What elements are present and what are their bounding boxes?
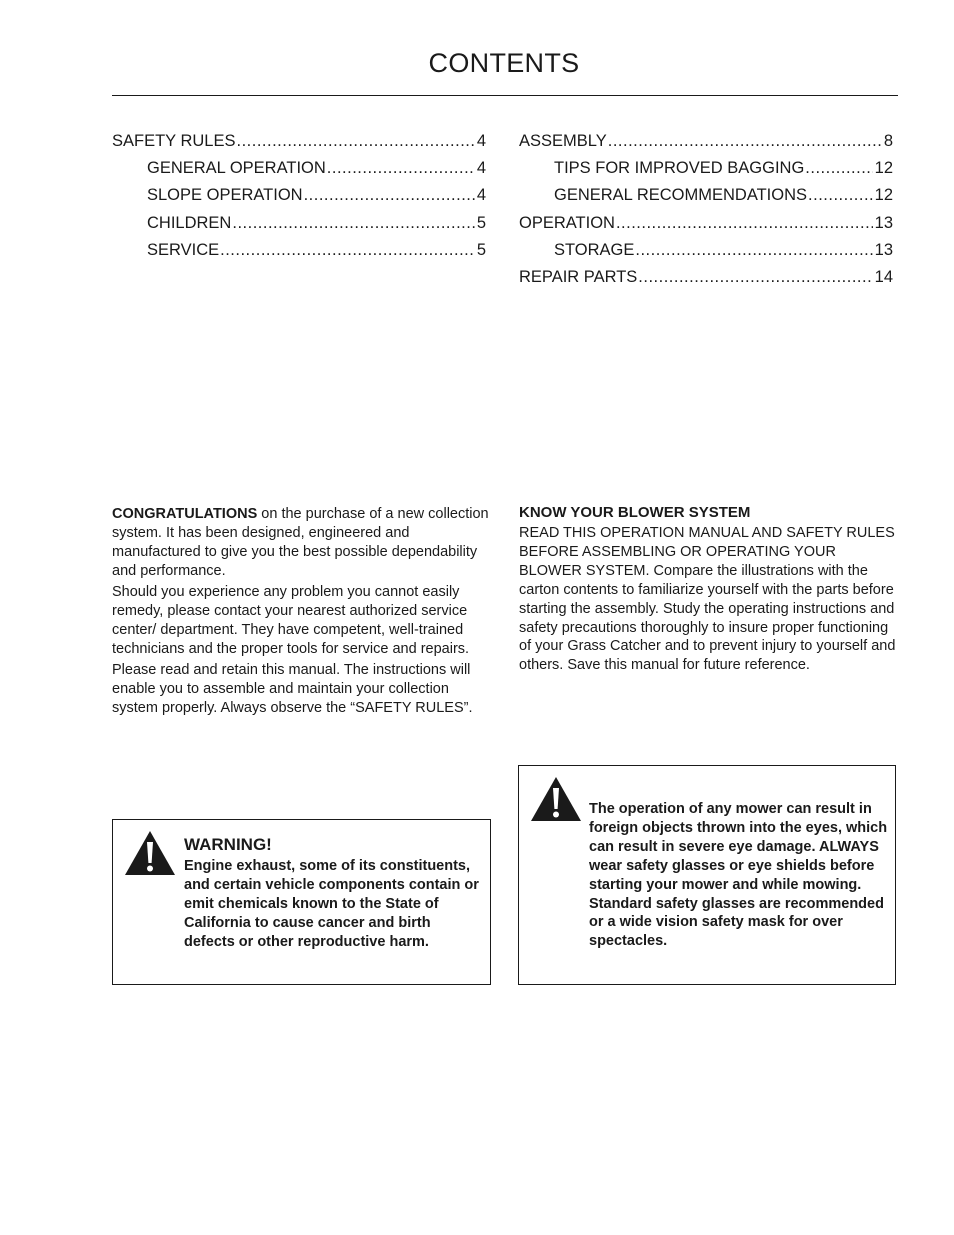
toc-entry[interactable] bbox=[519, 182, 893, 209]
toc-entry[interactable] bbox=[112, 155, 486, 182]
toc-entry-label: SAFETY RULES bbox=[112, 132, 236, 150]
warning-body: Engine exhaust, some of its constituents, and certain vehicle components contain or emit chemicals known to the State of California to cause cancer and birth defects or other reproductive harm. bbox=[184, 858, 479, 950]
intro-paragraph-2: Should you experience any problem you cannot easily remedy, please contact your nearest authorized service center/ department. They have competent, well-trained technicians and the proper tools for service and repairs. bbox=[112, 584, 470, 657]
page-title: CONTENTS bbox=[428, 48, 580, 78]
intro-paragraph-3: Please read and retain this manual. The instructions will enable you to assemble and maintain your collection system properly. Always observe the “SAFETY RULES”. bbox=[112, 662, 473, 717]
toc-dot-leader bbox=[327, 155, 475, 182]
eye-safety-box bbox=[518, 765, 896, 985]
intro-lead: CONGRATULATIONS bbox=[112, 506, 258, 522]
toc-dot-leader bbox=[236, 128, 474, 155]
warning-triangle-icon bbox=[530, 776, 582, 822]
toc-entry[interactable] bbox=[112, 210, 486, 237]
toc-entry-page: 12 bbox=[874, 186, 893, 205]
toc-entry-page: 14 bbox=[874, 267, 893, 286]
toc-entry-page: 13 bbox=[874, 240, 893, 259]
intro-paragraph-1 bbox=[112, 505, 490, 581]
toc-entry-page: 8 bbox=[883, 132, 893, 150]
toc-dot-leader bbox=[805, 155, 872, 182]
toc-entry[interactable] bbox=[519, 237, 893, 264]
toc-entry-label: OPERATION bbox=[519, 213, 615, 232]
toc-entry[interactable] bbox=[519, 155, 893, 182]
toc-entry[interactable] bbox=[519, 264, 893, 291]
toc-entry[interactable] bbox=[112, 237, 486, 264]
intro-section bbox=[112, 505, 490, 720]
warning-text bbox=[184, 833, 484, 952]
toc-entry-page: 12 bbox=[874, 159, 893, 178]
toc-entry[interactable] bbox=[112, 182, 486, 209]
know-system-body: READ THIS OPERATION MANUAL AND SAFETY RULES BEFORE ASSEMBLING OR OPERATING YOUR BLOWER SYSTEM. Compare the illustrations with the carton contents to familiarize yourself with the parts before starting the assembly. Study the operating instructions and safety precautions thoroughly to insure proper functioning of your Grass Catcher and to prevent injury to yourself and others. Save this manual for future reference. bbox=[519, 525, 896, 674]
toc-dot-leader bbox=[304, 182, 475, 209]
toc-entry-page: 4 bbox=[476, 132, 486, 150]
eye-safety-text: The operation of any mower can result in foreign objects thrown into the eyes, which can result in severe eye damage. ALWAYS wear safety glasses or eye shields before starting your mower and while mowing. Standard safety glasses are recommended or a wide vision safety mask for over spectacles. bbox=[589, 801, 888, 950]
toc-dot-leader bbox=[608, 128, 882, 155]
toc-entry-label: SLOPE OPERATION bbox=[147, 186, 303, 205]
toc-entry-page: 5 bbox=[476, 240, 486, 259]
toc-dot-leader bbox=[635, 237, 872, 264]
toc-entry-page: 4 bbox=[476, 159, 486, 178]
toc-entry-label: CHILDREN bbox=[147, 213, 232, 232]
toc-dot-leader bbox=[808, 182, 873, 209]
toc-entry[interactable] bbox=[519, 210, 893, 237]
toc-entry-label: REPAIR PARTS bbox=[519, 267, 638, 286]
toc-entry-label: TIPS FOR IMPROVED BAGGING bbox=[554, 159, 805, 178]
toc-entry-label: ASSEMBLY bbox=[519, 132, 607, 150]
intro-p1-text: on the purchase of a new collection system. It has been designed, engineered and manufactured to give you the best possible dependability and performance. bbox=[112, 506, 489, 579]
toc-dot-leader bbox=[232, 210, 474, 237]
warning-heading: WARNING! bbox=[184, 835, 272, 854]
toc-entry[interactable] bbox=[519, 128, 893, 155]
toc-entry-label: GENERAL OPERATION bbox=[147, 159, 326, 178]
toc-entry-label: GENERAL RECOMMENDATIONS bbox=[554, 186, 808, 205]
toc-entry-label: STORAGE bbox=[554, 240, 635, 259]
warning-triangle-icon bbox=[124, 830, 176, 876]
toc-dot-leader bbox=[616, 210, 873, 237]
title-divider bbox=[112, 95, 898, 96]
toc-entry[interactable] bbox=[112, 128, 486, 155]
toc-entry-page: 4 bbox=[476, 186, 486, 205]
toc-right-column bbox=[519, 128, 893, 291]
toc-dot-leader bbox=[638, 264, 872, 291]
toc-entry-page: 13 bbox=[874, 213, 893, 232]
california-warning-box bbox=[112, 819, 491, 985]
toc-entry-page: 5 bbox=[476, 213, 486, 232]
toc-left-column bbox=[112, 128, 486, 264]
know-system-heading: KNOW YOUR BLOWER SYSTEM bbox=[519, 504, 751, 521]
know-system-section bbox=[519, 503, 899, 678]
toc-entry-label: SERVICE bbox=[147, 240, 220, 259]
toc-dot-leader bbox=[220, 237, 475, 264]
